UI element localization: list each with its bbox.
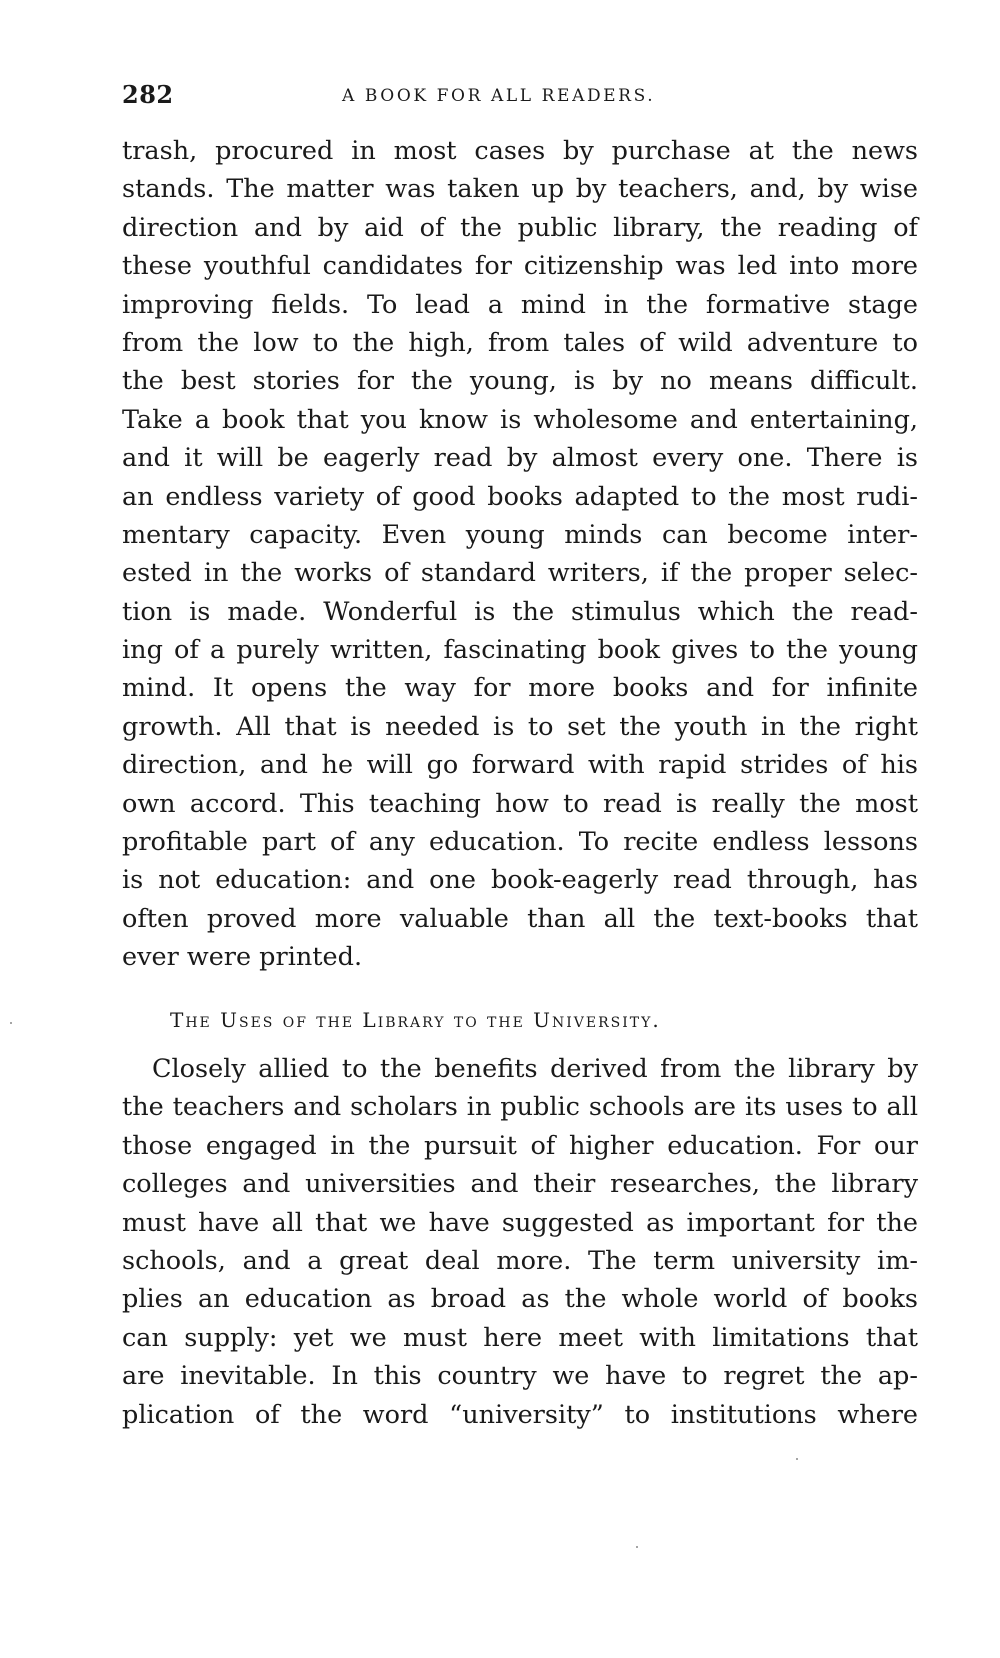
page-number: 282: [122, 80, 174, 109]
paragraph-2: [122, 1050, 918, 1434]
text-line: own accord. This teaching how to read is really the most: [122, 788, 918, 819]
text-line: an endless variety of good books adapted to the most rudi-: [122, 481, 918, 512]
text-line: direction and by aid of the public library, the reading of: [122, 212, 918, 243]
text-line: ing of a purely written, fascinating book gives to the young: [122, 635, 918, 666]
text-line: often proved more valuable than all the text-books that: [122, 903, 918, 934]
text-line: direction, and he will go forward with rapid strides of his: [122, 750, 918, 781]
text-line: from the low to the high, from tales of wild adventure to: [122, 327, 918, 358]
section-heading: The Uses of the Library to the University.: [170, 1008, 661, 1032]
text-line: profitable part of any education. To recite endless lessons: [122, 827, 918, 858]
scan-speck: [10, 1022, 12, 1024]
text-line: Take a book that you know is wholesome and entertaining,: [122, 404, 918, 435]
text-line: and it will be eagerly read by almost every one. There is: [122, 443, 918, 474]
scan-speck: [636, 1546, 638, 1548]
text-line: is not education: and one book-eagerly read through, has: [122, 865, 918, 896]
text-line: ever were printed.: [122, 942, 363, 973]
text-line: colleges and universities and their researches, the library: [122, 1169, 918, 1200]
text-line: ested in the works of standard writers, if the proper selec-: [122, 558, 918, 589]
paragraph-1: [122, 132, 918, 977]
text-line: can supply: yet we must here meet with limitations that: [122, 1322, 918, 1353]
text-line: plication of the word “university” to institutions where: [122, 1399, 918, 1430]
text-line: are inevitable. In this country we have to regret the ap-: [122, 1361, 918, 1392]
text-line: mind. It opens the way for more books and for infinite: [122, 673, 918, 704]
text-line: plies an education as broad as the whole world of books: [122, 1284, 918, 1315]
text-line: stands. The matter was taken up by teachers, and, by wise: [122, 174, 918, 205]
text-line: the best stories for the young, is by no means difficult.: [122, 366, 918, 397]
text-line: those engaged in the pursuit of higher education. For our: [122, 1130, 918, 1161]
page-header: [122, 80, 922, 120]
scan-speck: [796, 1458, 798, 1460]
text-line: schools, and a great deal more. The term university im-: [122, 1245, 918, 1276]
text-line: must have all that we have suggested as important for the: [122, 1207, 918, 1238]
text-line: these youthful candidates for citizenship was led into more: [122, 251, 918, 282]
text-line: growth. All that is needed is to set the youth in the right: [122, 711, 918, 742]
text-line: tion is made. Wonderful is the stimulus which the read-: [122, 596, 918, 627]
text-line: Closely allied to the benefits derived from the library by: [152, 1054, 918, 1084]
text-line: improving fields. To lead a mind in the formative stage: [122, 289, 918, 320]
text-line: the teachers and scholars in public schools are its uses to all: [122, 1092, 918, 1123]
text-line: trash, procured in most cases by purchase at the news: [122, 136, 918, 166]
running-head: A BOOK FOR ALL READERS.: [342, 86, 656, 106]
text-line: mentary capacity. Even young minds can become inter-: [122, 519, 918, 550]
